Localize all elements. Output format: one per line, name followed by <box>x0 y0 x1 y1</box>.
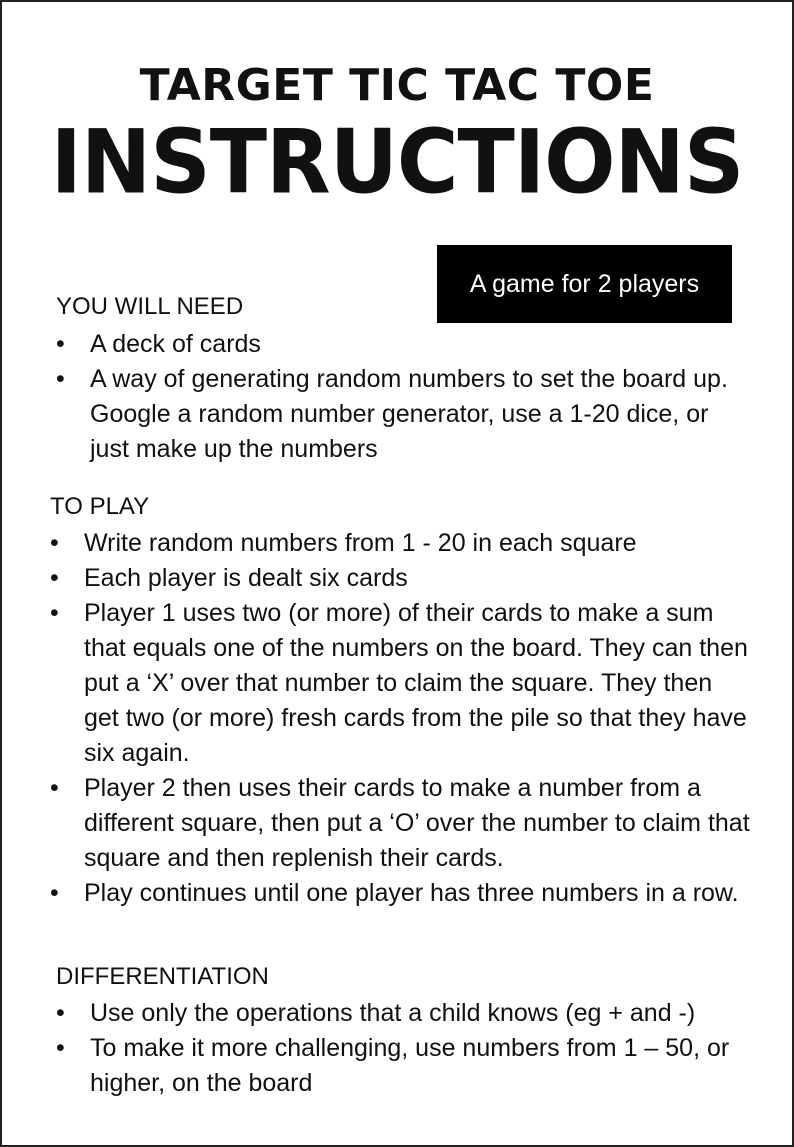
list-item <box>50 596 750 771</box>
differentiation-list <box>56 996 752 1101</box>
list-item-text: Play continues until one player has three numbers in a row. <box>84 879 739 907</box>
bullet-icon: • <box>56 999 65 1027</box>
bullet-icon: • <box>50 529 59 557</box>
bullet-icon: • <box>56 330 65 358</box>
list-item <box>56 327 746 362</box>
list-item <box>56 362 746 467</box>
page-title: INSTRUCTIONS <box>50 110 744 214</box>
list-item <box>50 526 750 561</box>
bullet-icon: • <box>50 774 59 802</box>
bullet-icon: • <box>50 564 59 592</box>
list-item-text: A deck of cards <box>90 330 261 358</box>
section-heading-you-will-need: YOU WILL NEED <box>56 293 244 320</box>
bullet-icon: • <box>56 1034 65 1062</box>
list-item <box>50 876 750 911</box>
player-count-badge: A game for 2 players <box>437 245 732 323</box>
section-heading-differentiation: DIFFERENTIATION <box>56 963 269 990</box>
list-item-text: Each player is dealt six cards <box>84 564 408 592</box>
list-item-text: Player 1 uses two (or more) of their cards to make a sum that equals one of the numbers on the board. They can then put a ‘X’ over that number to claim the square. They then get two (or more) fresh cards from the pile so that they have six again. <box>84 599 748 767</box>
list-item-text: To make it more challenging, use numbers from 1 – 50, or higher, on the board <box>90 1034 730 1097</box>
list-item <box>50 771 750 876</box>
bullet-icon: • <box>50 879 59 907</box>
you-will-need-list <box>56 327 746 467</box>
list-item-text: Use only the operations that a child knows (eg + and -) <box>90 999 696 1027</box>
list-item-text: Write random numbers from 1 - 20 in each square <box>84 529 637 557</box>
list-item <box>56 996 752 1031</box>
list-item-text: Player 2 then uses their cards to make a number from a different square, then put a ‘O’ over the number to claim that square and then replenish their cards. <box>84 774 750 872</box>
list-item <box>50 561 750 596</box>
bullet-icon: • <box>56 365 65 393</box>
page-subtitle: TARGET TIC TAC TOE <box>139 60 655 111</box>
list-item <box>56 1031 752 1101</box>
to-play-list <box>50 526 750 911</box>
bullet-icon: • <box>50 599 59 627</box>
section-heading-to-play: TO PLAY <box>50 493 150 520</box>
list-item-text: A way of generating random numbers to set the board up. Google a random number generator, use a 1-20 dice, or just make up the numbers <box>90 365 728 463</box>
